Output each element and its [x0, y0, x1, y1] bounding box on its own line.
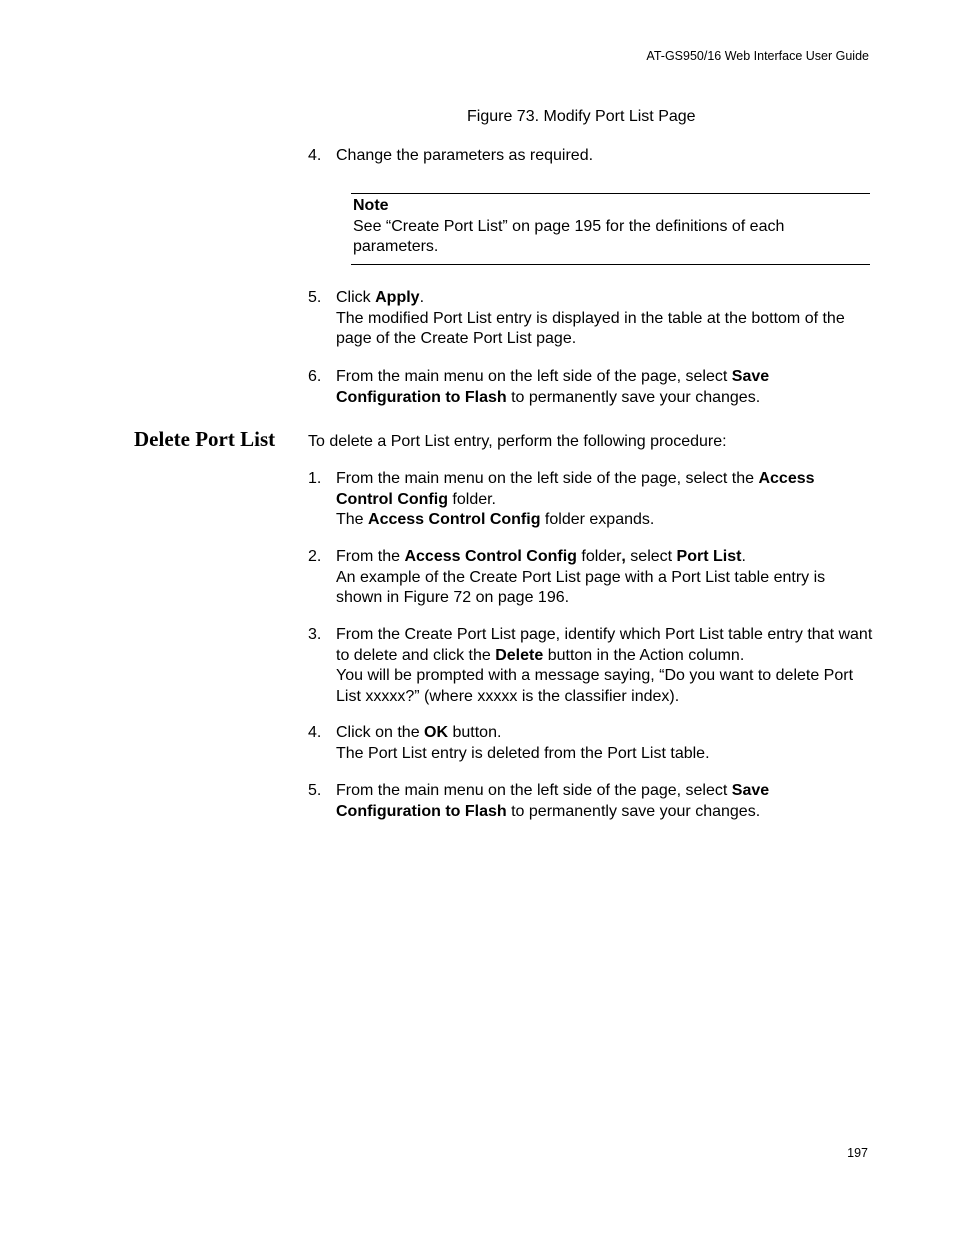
delete-step-2	[308, 547, 873, 609]
step-text: Change the parameters as required.	[336, 147, 594, 164]
delete-step-5	[308, 781, 873, 822]
step-text: Click on the OK button. The Port List entry is deleted from the Port List table.	[336, 724, 710, 762]
step-number: 5.	[308, 782, 322, 799]
running-header: AT-GS950/16 Web Interface User Guide	[646, 49, 869, 63]
modify-step-6	[308, 367, 873, 408]
page-number: 197	[847, 1146, 868, 1160]
figure-caption: Figure 73. Modify Port List Page	[467, 108, 696, 125]
delete-step-3	[308, 625, 873, 707]
step-number: 6.	[308, 368, 322, 385]
delete-step-1	[308, 469, 873, 531]
step-result: The modified Port List entry is displayed in the table at the bottom of the page of the Create Port List page.	[336, 309, 845, 347]
step-number: 3.	[308, 626, 322, 643]
step-text: From the Create Port List page, identify which Port List table entry that want to delete and click the Delete button in the Action column. You will be prompted with a message saying, “Do you want to delete Port List xxxxx?” (where xxxxx is the classifier index).	[336, 626, 873, 705]
step-result: An example of the Create Port List page with a Port List table entry is shown in Figure 72 on page 196.	[336, 568, 826, 606]
modify-step-4	[308, 146, 873, 167]
step-number: 5.	[308, 289, 322, 306]
note-box	[351, 193, 870, 265]
step-text: Click Apply. The modified Port List entry is displayed in the table at the bottom of the page of the Create Port List page.	[336, 289, 845, 347]
step-number: 2.	[308, 548, 322, 565]
save-config-label: Save Configuration to Flash	[336, 368, 770, 406]
step-number: 1.	[308, 470, 322, 487]
note-text: See “Create Port List” on page 195 for the definitions of each parameters.	[353, 217, 785, 255]
apply-label: Apply	[375, 289, 420, 306]
step-result: You will be prompted with a message saying, “Do you want to delete Port List xxxxx?” (where xxxxx is the classifier index).	[336, 667, 854, 705]
delete-intro: To delete a Port List entry, perform the following procedure:	[308, 433, 727, 450]
note-title: Note	[353, 197, 389, 214]
delete-step-4	[308, 723, 873, 764]
step-number: 4.	[308, 147, 322, 164]
step-number: 4.	[308, 724, 322, 741]
step-text: From the main menu on the left side of the page, select Save Configuration to Flash to permanently save your changes.	[336, 368, 770, 406]
step-text: From the main menu on the left side of the page, select the Access Control Config folder. The Access Control Config folder expands.	[336, 470, 815, 528]
step-result: The Port List entry is deleted from the Port List table.	[336, 744, 710, 762]
step-text: From the main menu on the left side of the page, select Save Configuration to Flash to permanently save your changes.	[336, 782, 770, 820]
section-heading-delete-port-list: Delete Port List	[134, 427, 276, 451]
step-text: From the Access Control Config folder, select Port List. An example of the Create Port List page with a Port List table entry is shown in Figure 72 on page 196.	[336, 548, 826, 606]
modify-step-5	[308, 288, 873, 350]
